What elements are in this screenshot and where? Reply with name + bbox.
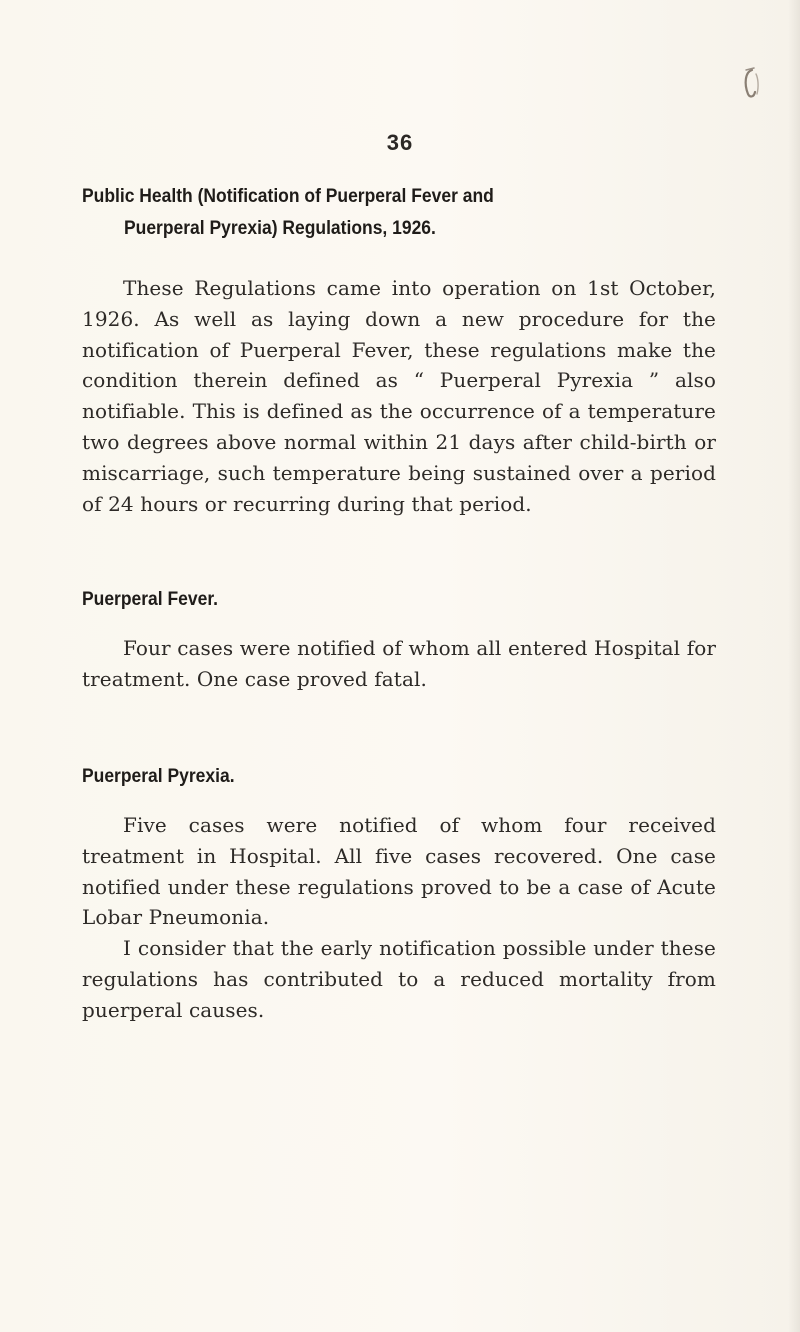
puerperal-fever-paragraph [82,633,716,695]
document-title-line-2: Puerperal Pyrexia) Regulations, 1926. [124,218,436,239]
section-heading-puerperal-fever: Puerperal Fever. [82,589,219,610]
intro-text: These Regulations came into operation on 1st October, 1926. As well as laying down a new procedure for the notification of Puerperal Fever, these regulations make the condition therein defined as “ Puerperal Pyrexia ” also notifiable. This is defined as the occurrence of a temperature two degrees above normal within 21 days after child-birth or miscarriage, such temperature being sustained over a period of 24 hours or recurring during that period. [82,276,716,516]
page-edge-shadow [788,0,800,1332]
section-heading-puerperal-pyrexia: Puerperal Pyrexia. [82,766,235,787]
puerperal-pyrexia-text: Five cases were notified of whom four received treatment in Hospital. All five cases recovered. One case notified under these regulations proved to be a case of Acute Lobar Pneumonia. [82,813,716,930]
intro-paragraph [82,273,716,519]
puerperal-fever-text: Four cases were notified of whom all entered Hospital for treatment. One case proved fatal. [82,636,716,691]
puerperal-pyrexia-paragraph [82,810,716,1026]
page-number: 36 [386,130,414,155]
library-stamp-mark-icon [740,64,764,104]
puerperal-pyrexia-conclusion: I consider that the early notification possible under these regulations has contributed to a reduced mortality from puerperal causes. [82,936,716,1022]
document-title-line-1: Public Health (Notification of Puerperal Fever and [82,186,494,207]
